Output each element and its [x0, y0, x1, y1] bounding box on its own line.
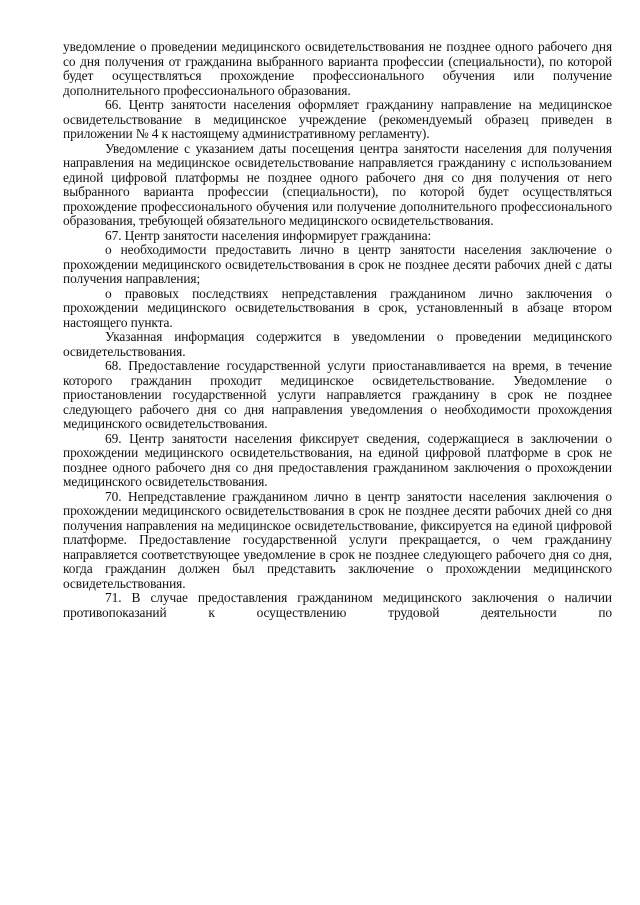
paragraph-67-info: Указанная информация содержится в уведомлении о проведении медицинского освидетельствования.	[63, 329, 612, 359]
paragraph-67-item-deadline: о необходимости предоставить лично в центр занятости населения заключение о прохождении медицинского освидетельствования в срок не позднее десяти рабочих дней с даты получения направления;	[63, 242, 612, 286]
paragraph-67-item-consequences: о правовых последствиях непредставления гражданином лично заключения о прохождении медицинского освидетельствования в срок, установленный в абзаце втором настоящего пункта.	[63, 285, 612, 330]
paragraph-68: 68. Предоставление государственной услуги приостанавливается на время, в течение которого гражданин проходит медицинское освидетельствование. Уведомление о приостановлении государственной услуги направляется гражданину в срок не позднее следующего рабочего дня со дня направления уведомления о необходимости прохождения медицинского освидетельствования.	[63, 358, 612, 431]
paragraph-66: 66. Центр занятости населения оформляет гражданину направление на медицинское освидетельствование в медицинское учреждение (рекомендуемый образец приведен в приложении № 4 к настоящему административному регламенту).	[63, 97, 612, 141]
paragraph-69: 69. Центр занятости населения фиксирует сведения, содержащиеся в заключении о прохождении медицинского освидетельствования, на единой цифровой платформе в срок не позднее одного рабочего дня со дня предоставления гражданином заключения о прохождении медицинского освидетельствования.	[63, 430, 612, 489]
paragraph-70: 70. Непредставление гражданином лично в центр занятости населения заключения о прохождении медицинского освидетельствования в срок не позднее десяти рабочих дней со дня получения направления на медицинское освидетельствование, фиксируется на единой цифровой платформе. Предоставление государственной услуги прекращается, о чем гражданину направляется соответствующее уведомление в срок не позднее следующего рабочего дня со дня, когда гражданин должен был представить заключение о прохождении медицинского освидетельствования.	[63, 488, 612, 591]
paragraph-71: 71. В случае предоставления гражданином медицинского заключения о наличии противопоказаний к осуществлению трудовой деятельности по	[63, 590, 612, 620]
paragraph-67: 67. Центр занятости населения информирует гражданина:	[105, 227, 432, 243]
paragraph-66-notice: Уведомление с указанием даты посещения центра занятости населения для получения направления на медицинское освидетельствование направляется гражданину с использованием единой цифровой платформы не позднее одного рабочего дня со дня получения от него выбранного варианта профессии (специальности), по которой будет осуществляться прохождение профессионального обучения или получение дополнительного профессионального образования, требующей обязательного медицинского освидетельствования.	[63, 140, 612, 228]
paragraph-continuation-notice: уведомление о проведении медицинского освидетельствования не позднее одного рабочего дня со дня получения от гражданина выбранного варианта профессии (специальности), по которой будет осуществляться прохождение профессионального обучения или получение дополнительного профессионального образования.	[63, 39, 612, 98]
